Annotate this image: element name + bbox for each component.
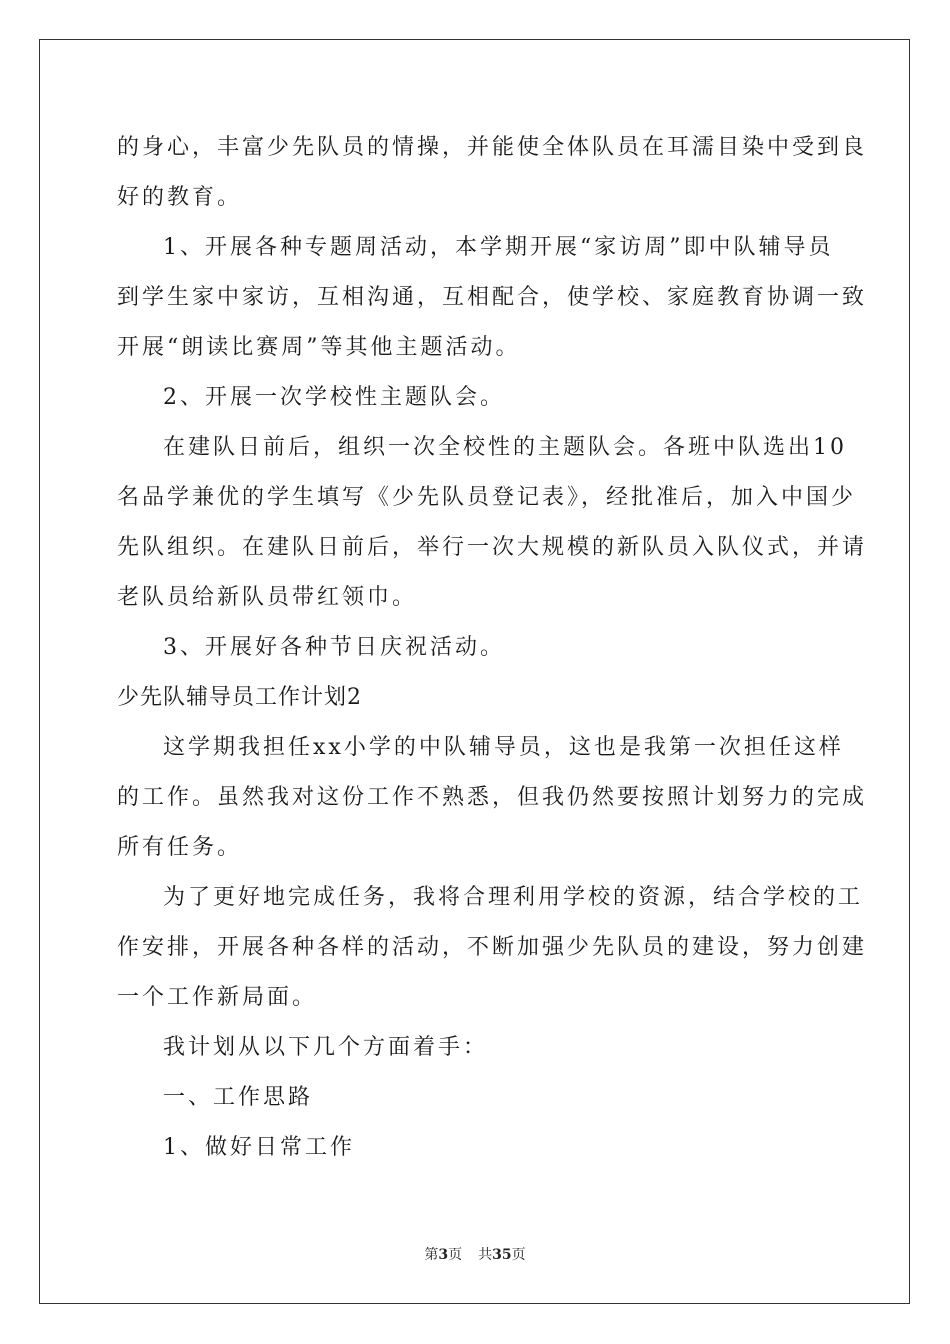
- body-line: 名品学兼优的学生填写《少先队员登记表》，经批准后，加入中国少: [117, 485, 857, 510]
- body-line: 一、工作思路: [163, 1085, 314, 1110]
- page-border: [39, 39, 910, 1304]
- total-suffix: 页: [511, 1247, 526, 1263]
- page-prefix: 第: [424, 1247, 439, 1263]
- body-line: 的身心，丰富少先队员的情操，并能使全体队员在耳濡目染中受到良: [117, 135, 868, 160]
- body-line: 所有任务。: [117, 835, 243, 860]
- body-line: 到学生家中家访，互相沟通，互相配合，使学校、家庭教育协调一致: [117, 285, 868, 310]
- body-line: 好的教育。: [117, 185, 243, 210]
- body-line: 在建队日前后，组织一次全校性的主题队会。各班中队选出10: [163, 435, 847, 460]
- total-prefix: 共: [478, 1247, 493, 1263]
- body-line: 2、开展一次学校性主题队会。: [163, 385, 505, 410]
- body-line: 我计划从以下几个方面着手：: [163, 1035, 489, 1060]
- section-heading: 少先队辅导员工作计划2: [117, 685, 362, 710]
- page-suffix: 页: [448, 1247, 463, 1263]
- body-line: 为了更好地完成任务，我将合理利用学校的资源，结合学校的工: [163, 885, 864, 910]
- page-number: 3: [438, 1247, 449, 1263]
- page-footer: [0, 1246, 950, 1264]
- body-line: 1、做好日常工作: [163, 1135, 355, 1160]
- body-line: 作安排，开展各种各样的活动，不断加强少先队员的建设，努力创建: [117, 935, 868, 960]
- body-line: 3、开展好各种节日庆祝活动。: [163, 635, 505, 660]
- body-line: 1、开展各种专题周活动，本学期开展“家访周”即中队辅导员: [163, 235, 834, 260]
- body-line: 的工作。虽然我对这份工作不熟悉，但我仍然要按照计划努力的完成: [117, 785, 868, 810]
- total-pages: 35: [492, 1247, 512, 1263]
- body-line: 老队员给新队员带红领巾。: [117, 585, 418, 610]
- body-line: 一个工作新局面。: [117, 985, 318, 1010]
- body-line: 这学期我担任xx小学的中队辅导员，这也是我第一次担任这样: [163, 735, 844, 760]
- body-line: 先队组织。在建队日前后，举行一次大规模的新队员入队仪式，并请: [117, 535, 868, 560]
- body-line: 开展“朗读比赛周”等其他主题活动。: [117, 335, 521, 360]
